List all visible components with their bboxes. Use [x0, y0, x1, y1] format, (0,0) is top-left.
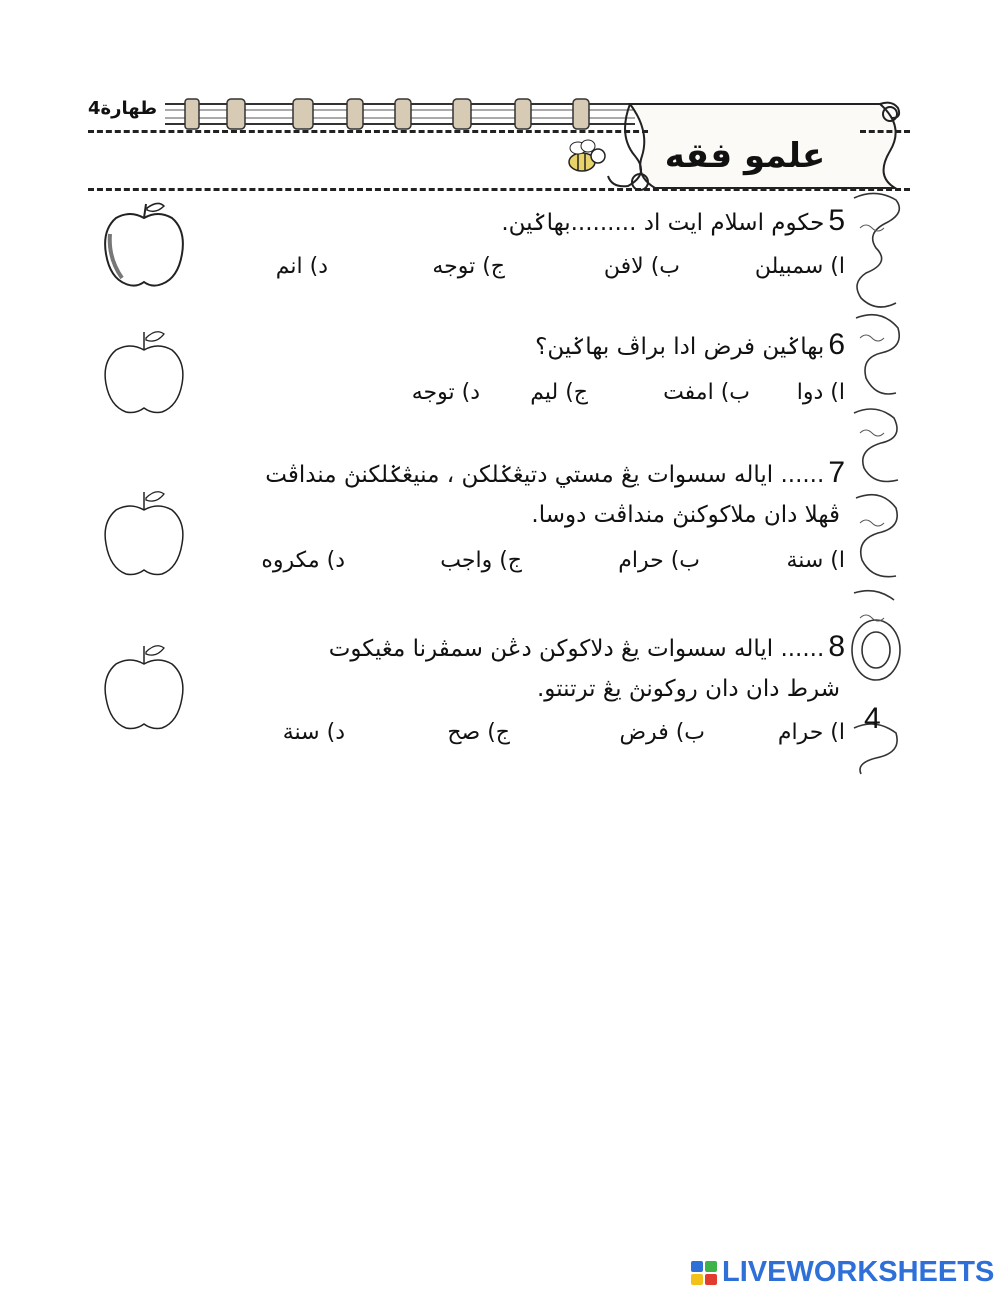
question-7-text-2: ڤهلا دان ملاكوكنڽ منداڤت دوسا. — [531, 502, 840, 528]
question-6-option-d[interactable]: د) توجه — [411, 380, 480, 405]
brand-name: LIVEWORKSHEETS — [722, 1256, 995, 1288]
page-title: علمو فقه — [664, 136, 826, 176]
question-6-line-1 — [535, 328, 845, 362]
question-5-number: 5 — [828, 204, 845, 237]
answer-apple-icon-7[interactable] — [100, 482, 188, 577]
logo-mark-icon — [690, 1260, 718, 1286]
question-5-line-1 — [501, 204, 845, 238]
question-8-option-c[interactable]: ج) صح — [447, 720, 510, 745]
question-7-number: 7 — [828, 456, 845, 489]
question-8-line-1 — [329, 630, 845, 664]
question-8-option-b[interactable]: ب) فرض — [619, 720, 705, 745]
bee-icon — [569, 140, 605, 171]
question-5-option-d[interactable]: د) انم — [275, 254, 328, 279]
question-7-option-a[interactable]: ا) سنة — [786, 548, 845, 573]
liveworksheets-logo — [690, 1252, 995, 1292]
question-6-option-b[interactable]: ب) امفت — [663, 380, 750, 405]
question-6-text: بهاݢين فرض ادا براڤ بهاݢين؟ — [535, 334, 825, 360]
worksheet-tag: طهارة4 — [88, 98, 158, 119]
question-7-option-b[interactable]: ب) حرام — [618, 548, 700, 573]
question-8-text-2: شرط دان دان روكونڽ يڠ ترتنتو. — [537, 676, 840, 702]
border-number: 4 — [864, 702, 881, 735]
question-8-text-1: ...... اياله سسوات يڠ دلاكوكن دڠن سمڤرنا مڠيكوت — [328, 636, 825, 662]
decorative-side-border — [846, 188, 908, 776]
question-7-option-c[interactable]: ج) واجب — [440, 548, 522, 573]
question-8-number: 8 — [828, 630, 845, 663]
header-divider-bottom — [88, 188, 910, 191]
question-8-option-d[interactable]: د) سنة — [282, 720, 345, 745]
question-6-option-c[interactable]: ج) ليم — [530, 380, 588, 405]
header-divider-top — [88, 130, 648, 133]
question-5-option-c[interactable]: ج) توجه — [432, 254, 505, 279]
header-divider-top-right — [860, 130, 910, 133]
question-7-option-d[interactable]: د) مكروه — [261, 548, 345, 573]
answer-apple-icon-6[interactable] — [100, 322, 188, 414]
question-6-number: 6 — [828, 328, 845, 361]
question-5-text: حكوم اسلام ايت اد .........بهاݢين. — [501, 210, 825, 236]
question-7-line-1 — [265, 456, 845, 490]
question-5-option-a[interactable]: ا) سمبيلن — [754, 254, 845, 279]
question-6-option-a[interactable]: ا) دوا — [796, 380, 845, 405]
answer-apple-icon-5[interactable] — [100, 198, 188, 290]
question-5-option-b[interactable]: ب) لافن — [603, 254, 680, 279]
question-7-text-1: ...... اياله سسوات يڠ مستي دتيڠݢلكن ، منيڠݢلكنڽ منداڤت — [265, 462, 825, 488]
answer-apple-icon-8[interactable] — [100, 636, 188, 731]
question-8-option-a[interactable]: ا) حرام — [777, 720, 845, 745]
